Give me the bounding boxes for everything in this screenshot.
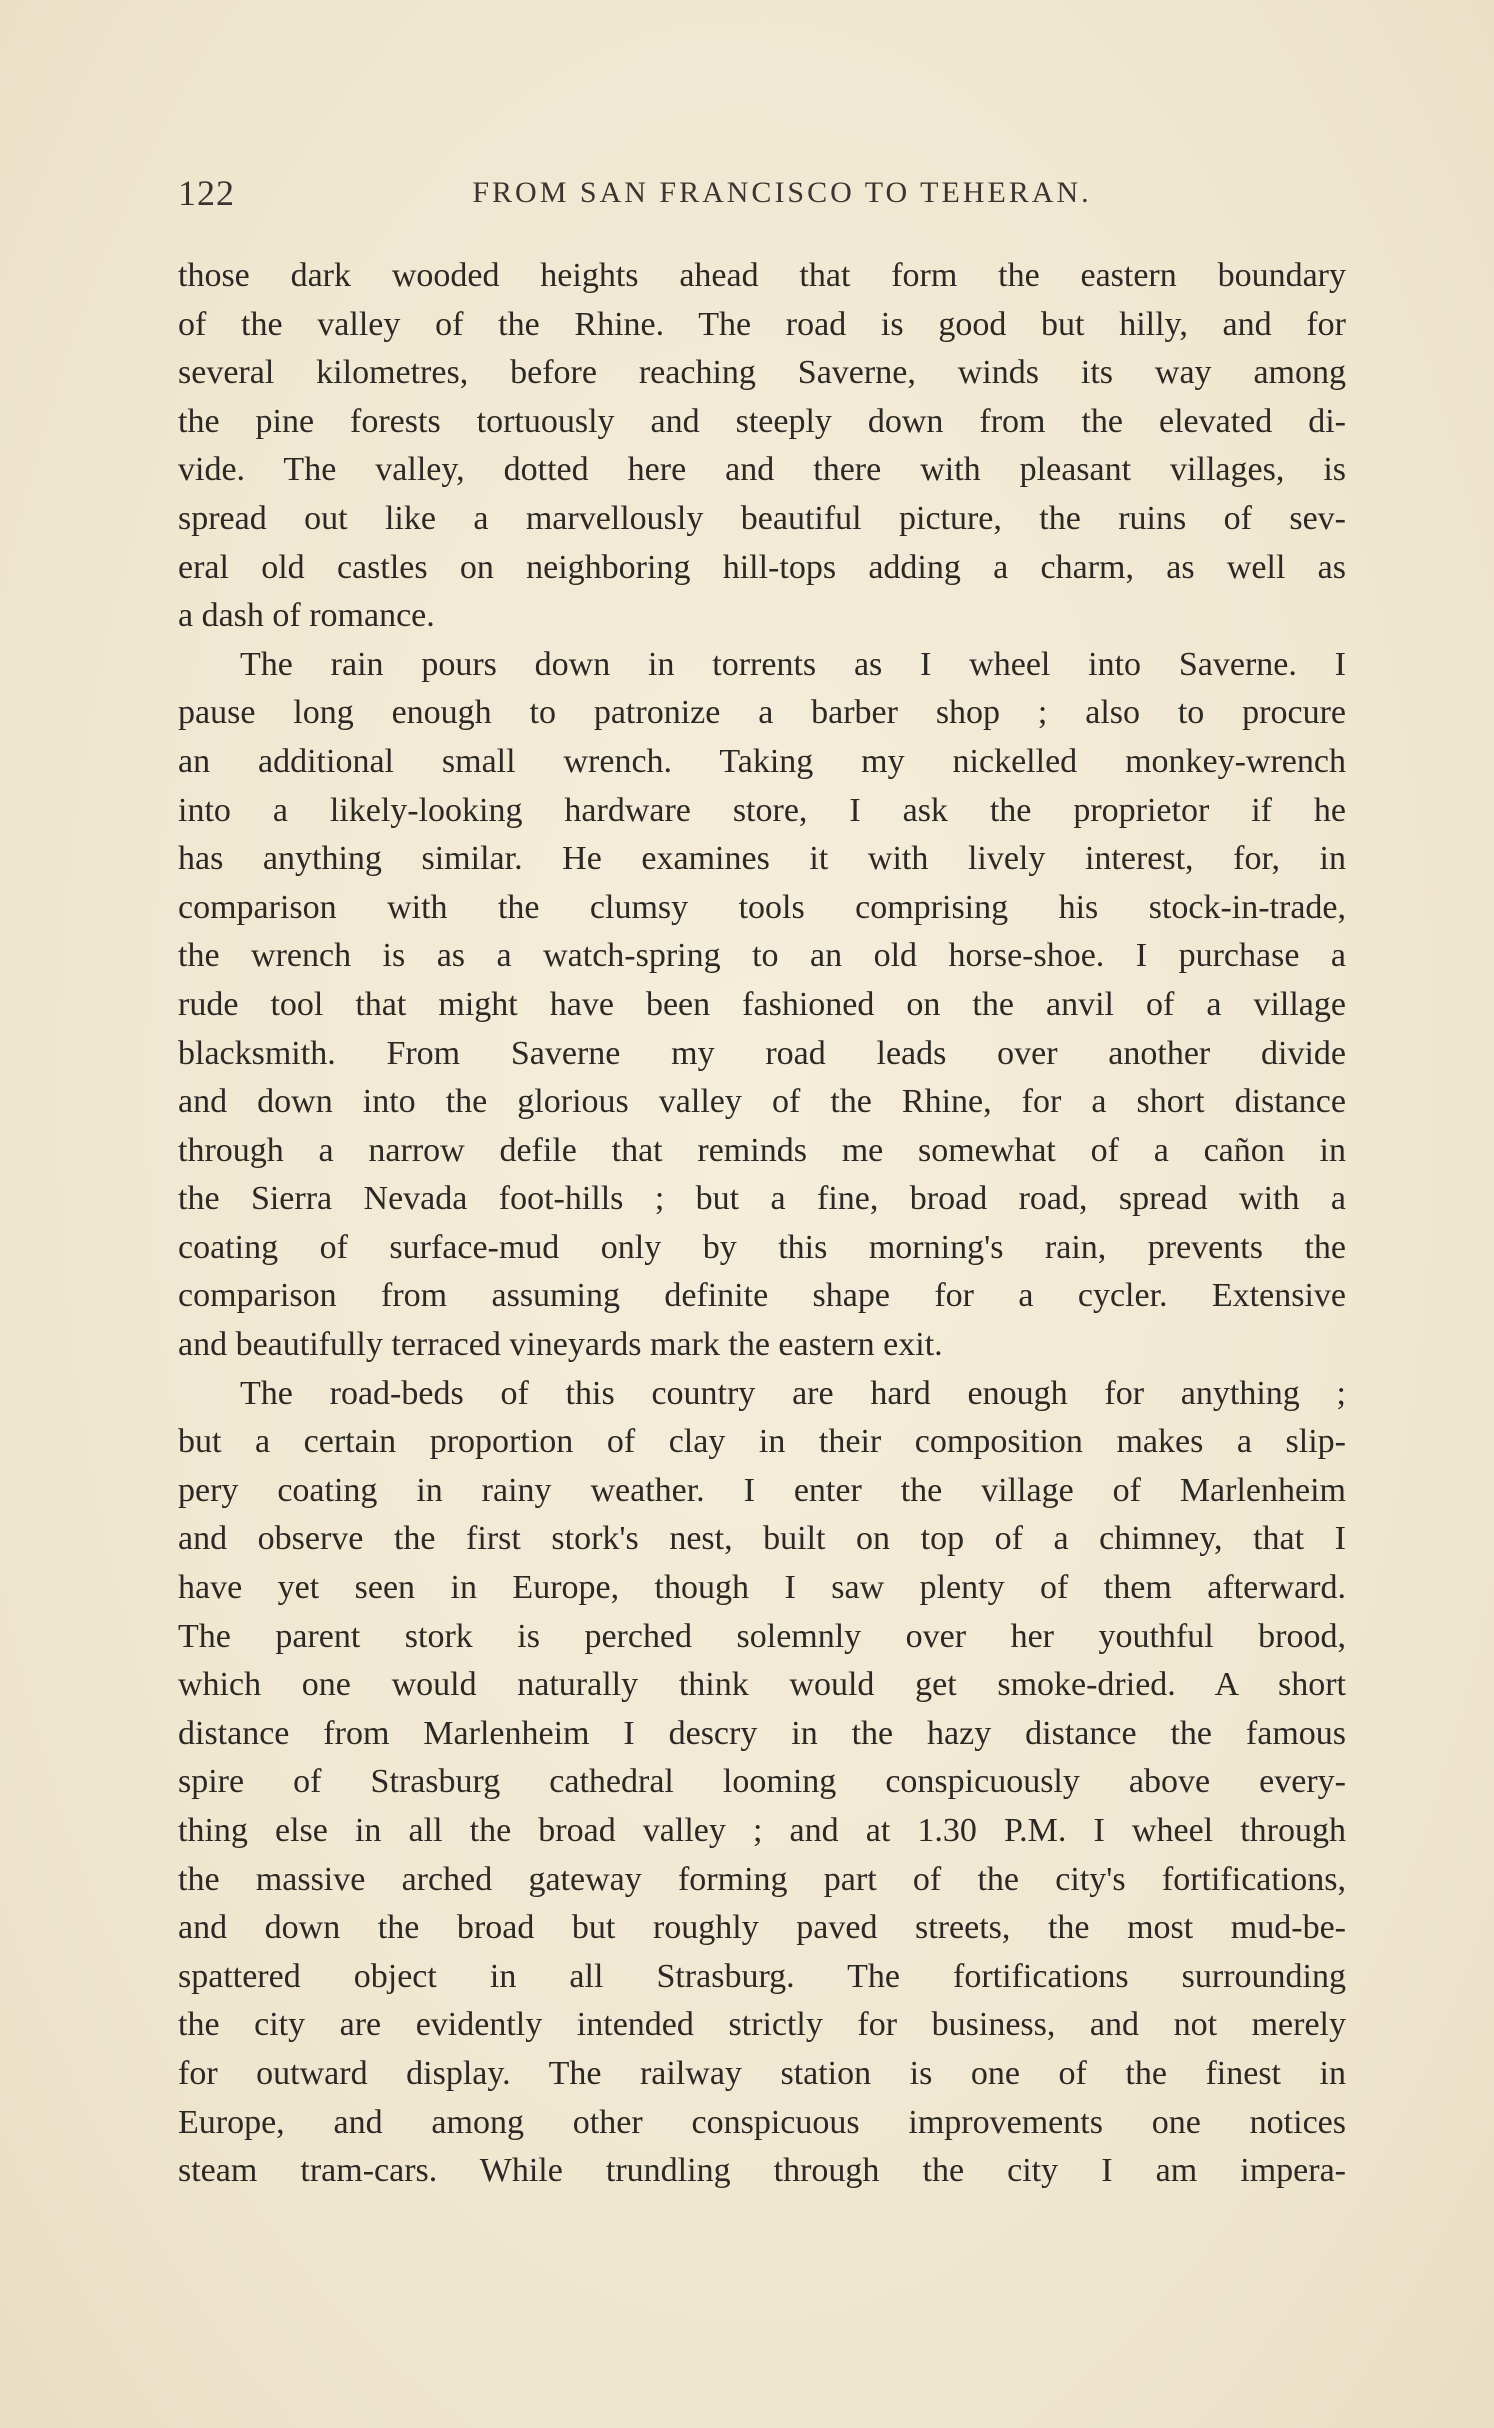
text-line: several kilometres, before reaching Saverne, winds its way among <box>178 354 1346 392</box>
running-title: FROM SAN FRANCISCO TO TEHERAN. <box>472 176 1092 209</box>
text-line: which one would naturally think would get smoke-dried. A short <box>178 1666 1346 1704</box>
text-line: but a certain proportion of clay in their composition makes a slip- <box>178 1423 1346 1461</box>
text-line: rude tool that might have been fashioned on the anvil of a village <box>178 985 1346 1023</box>
text-line: has anything similar. He examines it with lively interest, for, in <box>178 840 1346 878</box>
text-line: a dash of romance. <box>178 597 435 635</box>
text-line: and down the broad but roughly paved streets, the most mud-be- <box>178 1909 1346 1947</box>
text-line: the city are evidently intended strictly for business, and not merely <box>178 2006 1346 2044</box>
text-line: for outward display. The railway station is one of the finest in <box>178 2054 1346 2092</box>
text-line: vide. The valley, dotted here and there with pleasant villages, is <box>178 451 1346 489</box>
text-line: pause long enough to patronize a barber shop ; also to procure <box>178 694 1346 732</box>
text-line: have yet seen in Europe, though I saw plenty of them afterward. <box>178 1569 1346 1607</box>
text-line: into a likely-looking hardware store, I ask the proprietor if he <box>178 791 1346 829</box>
page-number: 122 <box>178 173 235 213</box>
text-line: Europe, and among other conspicuous improvements one notices <box>178 2103 1346 2141</box>
text-line: spattered object in all Strasburg. The fortifications surrounding <box>178 1957 1346 1995</box>
text-line: coating of surface-mud only by this morning's rain, prevents the <box>178 1228 1346 1266</box>
text-line: the massive arched gateway forming part of the city's fortifications, <box>178 1860 1346 1898</box>
text-line: the pine forests tortuously and steeply down from the elevated di- <box>178 402 1346 440</box>
paragraph-2 <box>178 641 1346 1370</box>
text-line: comparison from assuming definite shape for a cycler. Extensive <box>178 1277 1346 1315</box>
text-line: thing else in all the broad valley ; and at 1.30 P.M. I wheel through <box>178 1812 1346 1849</box>
text-line: The road-beds of this country are hard enough for anything ; <box>240 1374 1346 1412</box>
text-line: eral old castles on neighboring hill-tops adding a charm, as well as <box>178 548 1346 586</box>
body-text <box>178 252 1346 2196</box>
page-header <box>178 172 1346 222</box>
text-line: and beautifully terraced vineyards mark the eastern exit. <box>178 1326 943 1364</box>
text-line: comparison with the clumsy tools comprising his stock-in-trade, <box>178 888 1346 926</box>
text-line: through a narrow defile that reminds me somewhat of a cañon in <box>178 1131 1346 1169</box>
text-line: The parent stork is perched solemnly over her youthful brood, <box>178 1617 1346 1655</box>
text-line: spire of Strasburg cathedral looming conspicuously above every- <box>178 1763 1346 1801</box>
text-line: those dark wooded heights ahead that form the eastern boundary <box>178 257 1346 294</box>
text-line: The rain pours down in torrents as I wheel into Saverne. I <box>240 645 1346 683</box>
text-line: an additional small wrench. Taking my nickelled monkey-wrench <box>178 742 1346 780</box>
text-line: the wrench is as a watch-spring to an old horse-shoe. I purchase a <box>178 937 1346 975</box>
text-line: blacksmith. From Saverne my road leads over another divide <box>178 1034 1346 1072</box>
text-line: and observe the first stork's nest, built on top of a chimney, that I <box>178 1520 1346 1558</box>
text-line: pery coating in rainy weather. I enter the village of Marlenheim <box>178 1471 1346 1509</box>
text-line: of the valley of the Rhine. The road is good but hilly, and for <box>178 305 1346 343</box>
text-line: steam tram-cars. While trundling through the city I am impera- <box>178 2152 1346 2190</box>
paragraph-3 <box>178 1370 1346 2196</box>
paragraph-1 <box>178 252 1346 641</box>
text-line: and down into the glorious valley of the Rhine, for a short distance <box>178 1083 1346 1121</box>
text-line: spread out like a marvellously beautiful picture, the ruins of sev- <box>178 499 1346 537</box>
text-line: the Sierra Nevada foot-hills ; but a fine, broad road, spread with a <box>178 1180 1346 1218</box>
text-line: distance from Marlenheim I descry in the hazy distance the famous <box>178 1714 1346 1752</box>
